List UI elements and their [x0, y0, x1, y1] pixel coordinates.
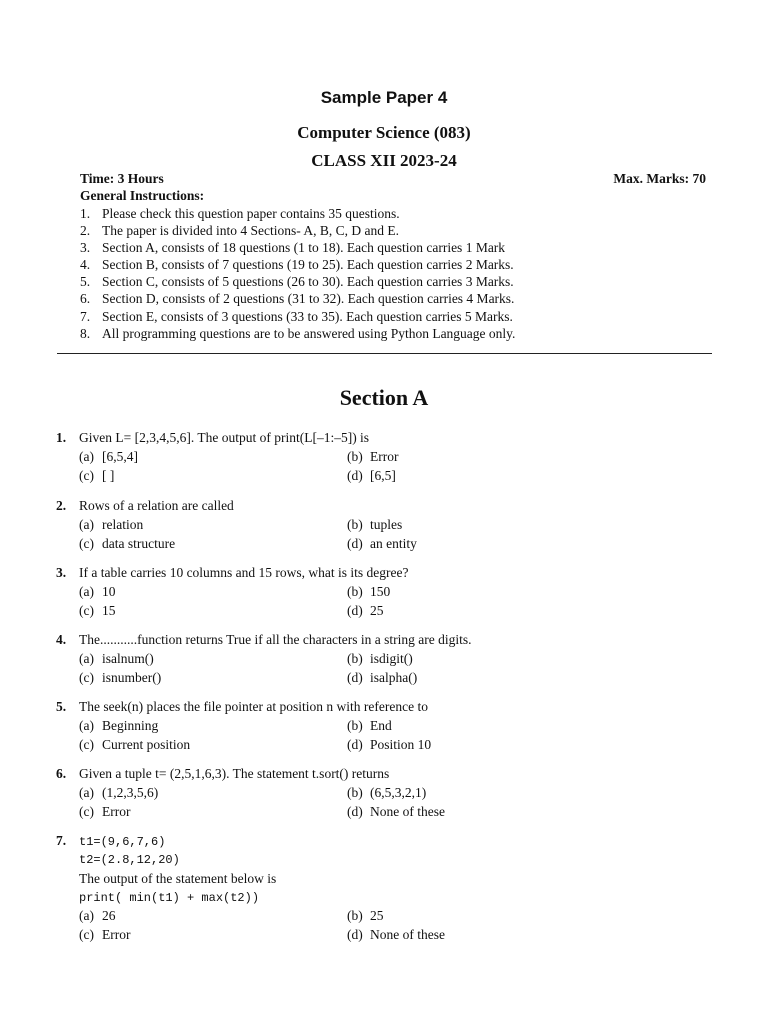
option-d — [347, 669, 417, 687]
instruction-item — [80, 290, 515, 307]
option-text: End — [370, 718, 392, 733]
option-c — [79, 467, 114, 485]
option-a — [79, 784, 158, 802]
question-number: 1. — [56, 430, 67, 445]
class-title: CLASS XII 2023-24 — [311, 151, 457, 170]
instruction-item — [80, 273, 515, 290]
instruction-number: 6. — [80, 291, 91, 307]
option-c — [79, 669, 161, 687]
option-label: (d) — [347, 536, 363, 551]
option-text: relation — [102, 517, 144, 532]
option-b — [347, 583, 390, 601]
general-instructions-heading: General Instructions: — [80, 188, 205, 203]
option-label: (b) — [347, 449, 363, 464]
instructions-list — [80, 205, 515, 342]
option-text: [ ] — [102, 468, 115, 483]
instruction-item — [80, 308, 515, 325]
option-c — [79, 736, 190, 754]
option-text: 150 — [370, 584, 391, 599]
time-label: Time: 3 Hours — [80, 171, 164, 186]
question-text: Given a tuple t= (2,5,1,6,3). The statement t.sort() returns — [79, 766, 390, 781]
option-text: Error — [370, 449, 399, 464]
option-c — [79, 803, 130, 821]
question-number: 2. — [56, 498, 67, 513]
option-text: None of these — [370, 804, 445, 819]
option-label: (b) — [347, 718, 363, 733]
option-label: (c) — [79, 536, 94, 551]
option-d — [347, 602, 384, 620]
option-text: Error — [102, 927, 131, 942]
code-line: print( min(t1) + max(t2)) — [79, 891, 260, 905]
instruction-number: 5. — [80, 274, 91, 290]
option-label: (b) — [347, 517, 363, 532]
option-text: [6,5] — [370, 468, 396, 483]
option-a — [79, 907, 116, 925]
option-text: 15 — [102, 603, 116, 618]
instruction-text: Section B, consists of 7 questions (19 to 25). Each question carries 2 Marks. — [102, 257, 514, 273]
question-text: The output of the statement below is — [79, 871, 277, 886]
instruction-number: 4. — [80, 257, 91, 273]
option-text: [6,5,4] — [102, 449, 138, 464]
instruction-text: Section E, consists of 3 questions (33 to 35). Each question carries 5 Marks. — [102, 308, 513, 324]
instruction-item — [80, 239, 515, 256]
option-a — [79, 717, 158, 735]
question-number: 5. — [56, 699, 67, 714]
question-text: Given L= [2,3,4,5,6]. The output of print(L[–1:–5]) is — [79, 430, 370, 445]
option-label: (a) — [79, 584, 94, 599]
option-text: None of these — [370, 927, 445, 942]
option-d — [347, 467, 396, 485]
option-a — [79, 583, 116, 601]
option-text: Position 10 — [370, 737, 432, 752]
instruction-text: All programming questions are to be answered using Python Language only. — [102, 325, 516, 341]
instruction-number: 8. — [80, 325, 91, 341]
option-text: 10 — [102, 584, 116, 599]
question-text: If a table carries 10 columns and 15 rows, what is its degree? — [79, 565, 409, 580]
question-text: Rows of a relation are called — [79, 498, 234, 513]
option-b — [347, 784, 426, 802]
option-a — [79, 448, 138, 466]
option-text: Current position — [102, 737, 191, 752]
option-text: Beginning — [102, 718, 159, 733]
question-number: 4. — [56, 632, 67, 647]
option-a — [79, 516, 143, 534]
option-a — [79, 650, 154, 668]
option-text: (1,2,3,5,6) — [102, 785, 159, 800]
option-c — [79, 602, 116, 620]
instruction-text: Section A, consists of 18 questions (1 to 18). Each question carries 1 Mark — [102, 240, 506, 256]
option-label: (a) — [79, 449, 94, 464]
option-text: isalnum() — [102, 651, 154, 666]
option-b — [347, 717, 392, 735]
instruction-item — [80, 256, 515, 273]
instruction-text: Section D, consists of 2 questions (31 to 32). Each question carries 4 Marks. — [102, 291, 515, 307]
question-text: The...........function returns True if all the characters in a string are digits. — [79, 632, 472, 647]
option-d — [347, 926, 445, 944]
option-label: (b) — [347, 584, 363, 599]
instruction-item — [80, 222, 515, 239]
option-label: (a) — [79, 651, 94, 666]
option-label: (c) — [79, 468, 94, 483]
code-line: t2=(2.8,12,20) — [79, 853, 180, 867]
option-b — [347, 516, 402, 534]
option-text: isnumber() — [102, 670, 162, 685]
instruction-number: 1. — [80, 206, 91, 221]
question-number: 3. — [56, 565, 67, 580]
option-label: (b) — [347, 908, 363, 923]
option-label: (a) — [79, 517, 94, 532]
option-label: (d) — [347, 670, 363, 685]
instruction-item — [80, 325, 515, 342]
option-text: tuples — [370, 517, 403, 532]
option-label: (a) — [79, 908, 94, 923]
divider — [57, 353, 712, 354]
instruction-item — [80, 205, 515, 222]
option-text: 25 — [370, 908, 384, 923]
code-line: t1=(9,6,7,6) — [79, 835, 166, 849]
section-heading: Section A — [339, 385, 429, 410]
option-d — [347, 803, 445, 821]
instruction-number: 2. — [80, 223, 91, 239]
option-text: (6,5,3,2,1) — [370, 785, 427, 800]
question-text: The seek(n) places the file pointer at position n with reference to — [79, 699, 428, 714]
instruction-number: 3. — [80, 240, 91, 256]
subject-title: Computer Science (083) — [297, 123, 471, 142]
option-b — [347, 650, 413, 668]
option-text: Error — [102, 804, 131, 819]
paper-title: Sample Paper 4 — [320, 88, 448, 107]
instruction-text: Please check this question paper contains 35 questions. — [102, 206, 400, 221]
option-label: (a) — [79, 785, 94, 800]
max-marks-label: Max. Marks: 70 — [613, 171, 706, 186]
option-label: (d) — [347, 737, 363, 752]
option-b — [347, 907, 384, 925]
option-d — [347, 736, 431, 754]
option-label: (b) — [347, 785, 363, 800]
option-d — [347, 535, 417, 553]
option-text: isalpha() — [370, 670, 418, 685]
option-label: (c) — [79, 737, 94, 752]
option-b — [347, 448, 398, 466]
option-text: an entity — [370, 536, 417, 551]
option-c — [79, 535, 175, 553]
option-text: isdigit() — [370, 651, 413, 666]
option-label: (b) — [347, 651, 363, 666]
option-c — [79, 926, 130, 944]
option-label: (c) — [79, 603, 94, 618]
option-text: 26 — [102, 908, 116, 923]
option-label: (c) — [79, 927, 94, 942]
option-label: (c) — [79, 804, 94, 819]
question-number: 6. — [56, 766, 67, 781]
option-text: 25 — [370, 603, 384, 618]
option-label: (a) — [79, 718, 94, 733]
option-label: (d) — [347, 927, 363, 942]
option-label: (d) — [347, 603, 363, 618]
option-label: (c) — [79, 670, 94, 685]
option-text: data structure — [102, 536, 176, 551]
instruction-number: 7. — [80, 308, 91, 324]
instruction-text: Section C, consists of 5 questions (26 to 30). Each question carries 3 Marks. — [102, 274, 514, 290]
question-number: 7. — [56, 833, 67, 848]
option-label: (d) — [347, 804, 363, 819]
option-label: (d) — [347, 468, 363, 483]
instruction-text: The paper is divided into 4 Sections- A, B, C, D and E. — [102, 223, 399, 239]
